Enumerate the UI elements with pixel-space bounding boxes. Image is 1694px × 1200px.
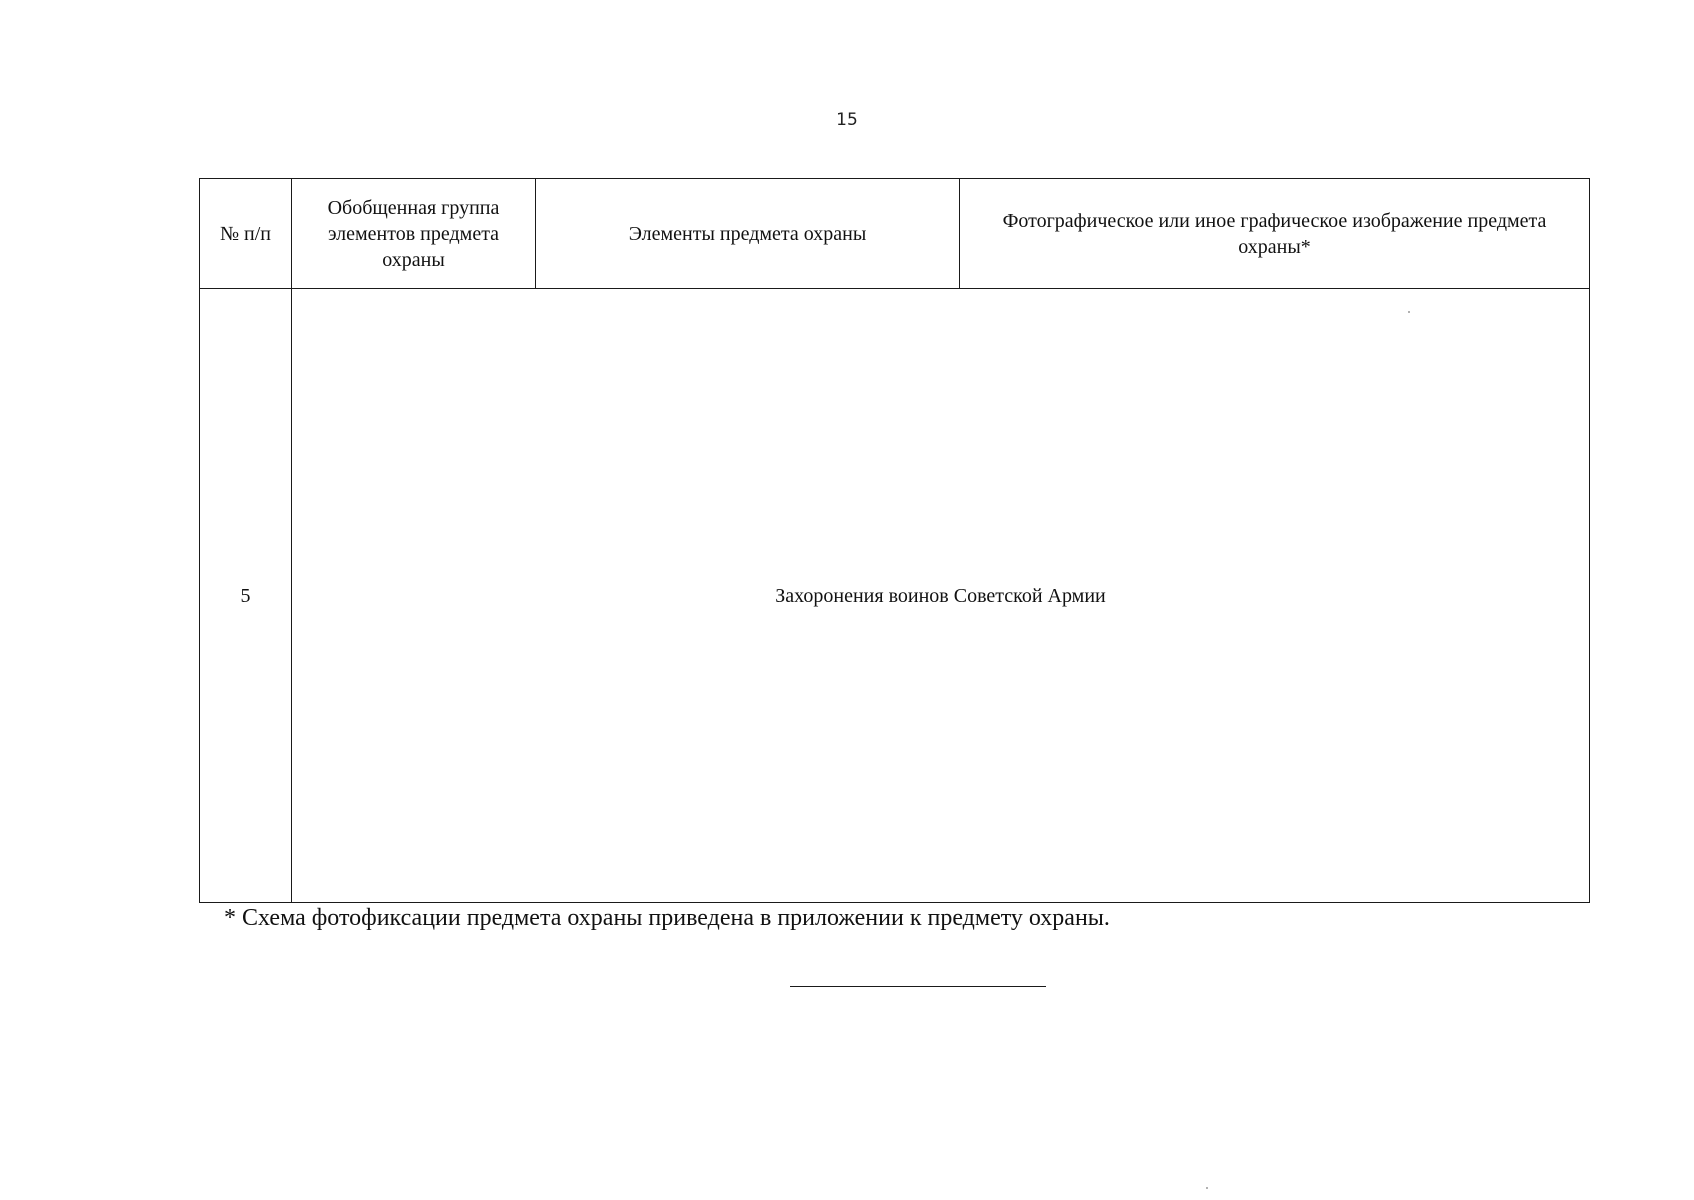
header-group: Обобщенная группа элементов предмета охраны bbox=[292, 179, 536, 289]
scan-speck bbox=[1206, 1187, 1208, 1189]
page-number: 15 bbox=[836, 110, 858, 130]
table-body bbox=[200, 289, 1590, 903]
scan-speck bbox=[1408, 311, 1410, 313]
row-num-cell: 5 bbox=[200, 289, 292, 903]
protection-subject-table bbox=[199, 178, 1590, 903]
header-photo: Фотографическое или иное графическое изображение предмета охраны* bbox=[960, 179, 1590, 289]
header-elements: Элементы предмета охраны bbox=[536, 179, 960, 289]
signature-line bbox=[790, 986, 1046, 987]
table-header bbox=[200, 179, 1590, 289]
table-header-row bbox=[200, 179, 1590, 289]
header-num: № п/п bbox=[200, 179, 292, 289]
row-content-cell: Захоронения воинов Советской Армии bbox=[292, 289, 1590, 903]
table-row bbox=[200, 289, 1590, 903]
footnote: * Схема фотофиксации предмета охраны приведена в приложении к предмету охраны. bbox=[224, 905, 1110, 931]
